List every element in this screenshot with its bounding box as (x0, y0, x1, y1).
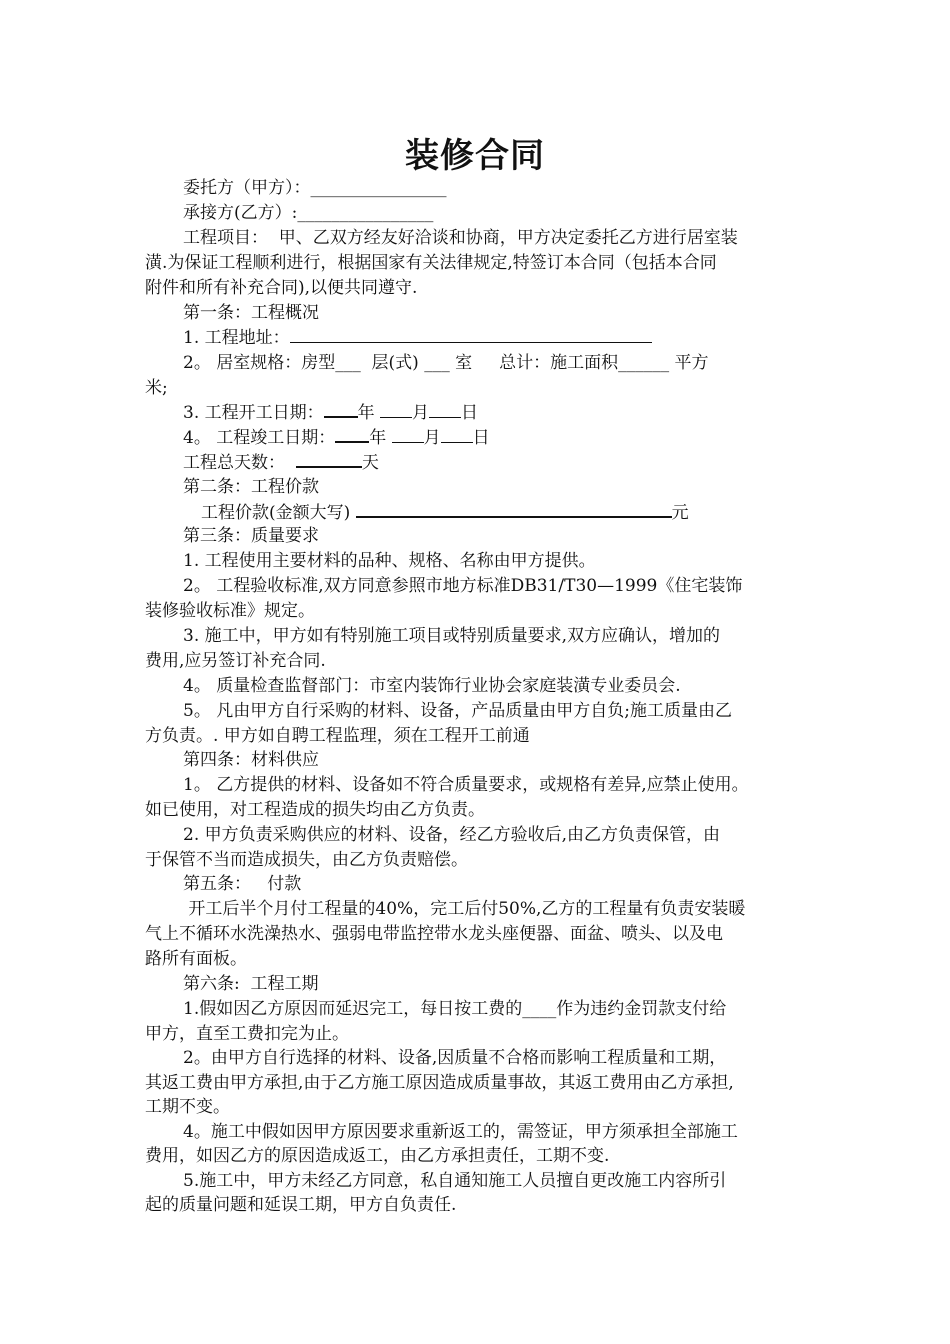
paragraph-line: 工期不变。 (145, 1097, 230, 1117)
paragraph-line: 2. 甲方负责采购供应的材料、设备，经乙方验收后,由乙方负责保管，由 (183, 825, 721, 845)
article-4-heading: 第四条：材料供应 (183, 750, 319, 770)
total-days-line (183, 450, 379, 476)
price-label: 工程价款(金额大写) (201, 503, 356, 523)
paragraph-line: 4。 质量检查监督部门：市室内装饰行业协会家庭装潢专业委员会. (183, 676, 681, 696)
year-label: 年 (369, 428, 392, 448)
month-label: 月 (412, 403, 430, 423)
paragraph-line: 1。 乙方提供的材料、设备如不符合质量要求，或规格有差异,应禁止使用。 (183, 775, 749, 795)
end-date-line (183, 425, 490, 451)
day-label: 日 (472, 428, 490, 448)
start-date-label: 3. 工程开工日期： (183, 403, 324, 423)
room-spec-line: 米; (145, 378, 168, 398)
article-2-heading: 第二条：工程价款 (183, 477, 319, 497)
article-1-heading: 第一条：工程概况 (183, 303, 319, 323)
paragraph-line: 如已使用，对工程造成的损失均由乙方负责。 (145, 800, 485, 820)
day-label: 日 (461, 403, 479, 423)
address-blank (290, 326, 652, 343)
paragraph-line: 3. 施工中，甲方如有特别施工项目或特别质量要求,双方应确认，增加的 (183, 626, 721, 646)
paragraph-line: 2。由甲方自行选择的材料、设备,因质量不合格而影响工程质量和工期， (183, 1048, 727, 1068)
party-a-line (183, 176, 447, 201)
paragraph-line: 1.假如因乙方原因而延迟完工，每日按工费的____作为违约金罚款支付给 (183, 999, 727, 1019)
paragraph-line: 其返工费由甲方承担,由于乙方施工原因造成质量事故，其返工费用由乙方承担, (145, 1072, 734, 1093)
article-6-heading: 第六条: 工程工期 (183, 974, 319, 994)
party-a-blank: ________________ (310, 178, 447, 198)
month-blank (380, 401, 412, 418)
paragraph-line: 于保管不当而造成损失，由乙方负责赔偿。 (145, 850, 468, 870)
day-blank (429, 401, 461, 418)
year-blank (335, 425, 369, 443)
month-label: 月 (423, 428, 441, 448)
paragraph-line: 4。施工中假如因甲方原因要求重新返工的，需签证，甲方须承担全部施工 (183, 1121, 738, 1142)
article-3-heading: 第三条：质量要求 (183, 526, 319, 546)
year-blank (324, 400, 358, 418)
paragraph-line: 甲方，直至工费扣完为止。 (145, 1023, 349, 1044)
price-blank (356, 500, 672, 518)
party-a-label: 委托方（甲方）： (183, 178, 311, 198)
total-days-label: 工程总天数： (183, 453, 296, 473)
paragraph-line: 5。 凡由甲方自行采购的材料、设备，产品质量由甲方自负;施工质量由乙 (183, 701, 732, 721)
address-label: 1. 工程地址： (183, 328, 290, 348)
room-spec-line: 2。 居室规格：房型___ 层(式) ___ 室 总计：施工面积______ 平方 (183, 353, 709, 373)
paragraph-line: 1. 工程使用主要材料的品种、规格、名称由甲方提供。 (183, 551, 596, 571)
paragraph-line: 方负责。. 甲方如自聘工程监理，须在工程开工前通 (145, 726, 530, 746)
days-blank (296, 450, 362, 468)
document-title: 装修合同 (405, 136, 545, 176)
days-unit: 天 (361, 453, 379, 473)
intro-line: 工程项目： 甲、乙双方经友好洽谈和协商，甲方决定委托乙方进行居室装 (183, 228, 738, 248)
party-b-line (183, 201, 433, 226)
paragraph-line: 气上不循环水洗澡热水、强弱电带监控带水龙头座便器、面盆、喷头、以及电 (145, 924, 723, 944)
paragraph-line: 路所有面板。 (145, 949, 247, 969)
year-label: 年 (357, 403, 381, 423)
intro-line: 附件和所有补充合同),以便共同遵守. (145, 278, 418, 298)
month-blank (392, 426, 424, 443)
paragraph-line: 2。 工程验收标准,双方同意参照市地方标准DB31/T30—1999《住宅装饰 (183, 576, 743, 596)
paragraph-line: 费用，如因乙方的原因造成返工，由乙方承担责任，工期不变. (145, 1146, 610, 1166)
intro-line: 潢.为保证工程顺利进行，根据国家有关法律规定,特签订本合同（包括本合同 (145, 253, 717, 273)
day-blank (441, 426, 473, 443)
start-date-line (183, 400, 478, 426)
paragraph-line: 费用,应另签订补充合同. (145, 651, 326, 671)
paragraph-line: 装修验收标准》规定。 (145, 601, 315, 621)
address-line (183, 326, 652, 351)
price-line (201, 500, 689, 526)
party-b-blank: ________________ (297, 203, 434, 223)
paragraph-line: 5.施工中，甲方未经乙方同意，私自通知施工人员擅自更改施工内容所引 (183, 1170, 727, 1191)
price-unit: 元 (671, 503, 689, 523)
article-5-heading: 第五条： 付款 (183, 874, 302, 894)
paragraph-line: 开工后半个月付工程量的40%，完工后付50%,乙方的工程量有负责安装暖 (183, 899, 746, 919)
paragraph-line: 起的质量问题和延误工期，甲方自负责任. (145, 1195, 457, 1215)
party-b-label: 承接方(乙方）: (183, 203, 298, 223)
end-date-label: 4。 工程竣工日期： (183, 428, 336, 448)
